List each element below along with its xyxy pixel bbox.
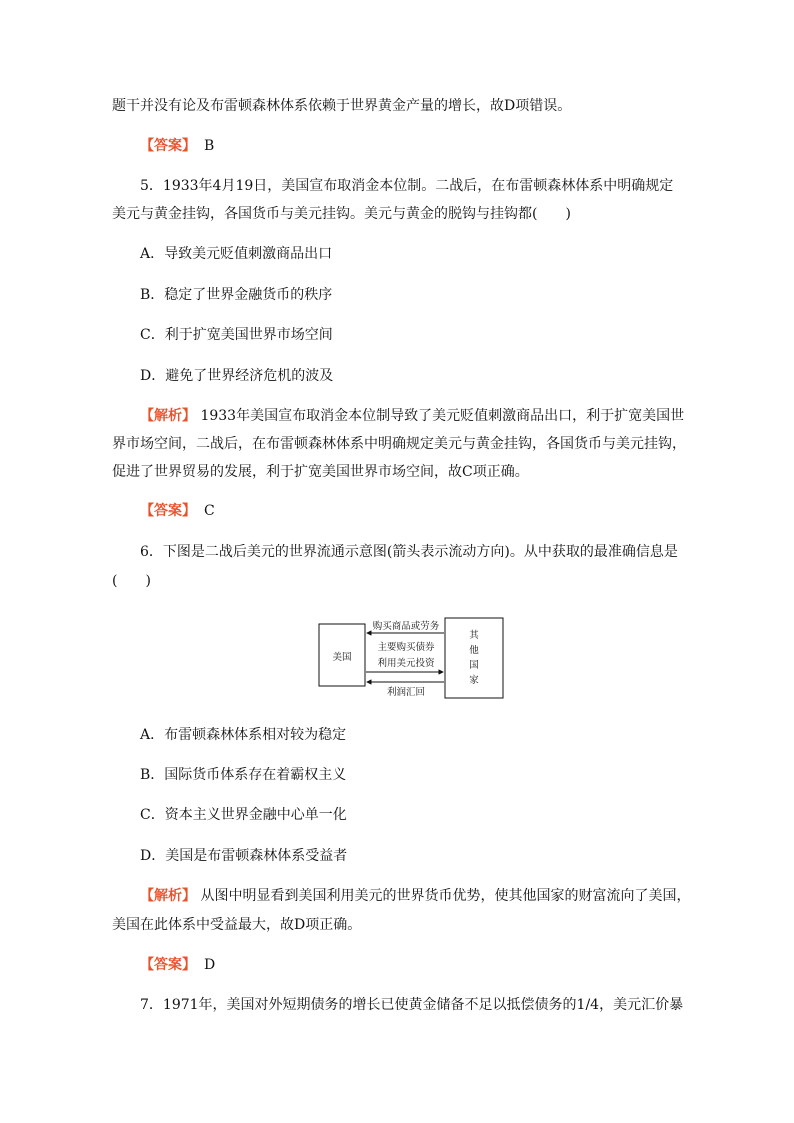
other-countries-char: 国 <box>469 660 479 671</box>
option-b: B．国际货币体系存在着霸权主义 <box>140 767 347 783</box>
arrow-label: 购买商品或劳务 <box>372 621 440 632</box>
answer-value: D <box>204 957 216 973</box>
option-c: C．资本主义世界金融中心单一化 <box>140 807 347 823</box>
answer-row-q4 <box>140 136 214 156</box>
question-5-stem-cont: 美元与黄金挂钩，各国货币与美元挂钩。美元与黄金的脱钩与挂钩都( ) <box>112 206 571 222</box>
option-a: A．布雷顿森林体系相对较为稳定 <box>140 727 347 743</box>
analysis-text-cont: 美国在此体系中受益最大，故D项正确。 <box>112 917 362 933</box>
question-7-stem: 7．1971年，美国对外短期债务的增长已使黄金储备不足以抵偿债务的1/4，美元汇价暴 <box>140 997 684 1013</box>
analysis-text-cont: 促进了世界贸易的发展，利于扩宽美国世界市场空间，故C项正确。 <box>112 464 529 480</box>
option-b: B．稳定了世界金融货币的秩序 <box>140 287 333 303</box>
analysis-row-q6 <box>140 886 690 906</box>
option-c: C．利于扩宽美国世界市场空间 <box>140 327 333 343</box>
analysis-text: 从图中明显看到美国利用美元的世界货币优势，使其他国家的财富流向了美国， <box>200 888 691 904</box>
answer-tag: 【答案】 <box>140 503 196 519</box>
question-5-stem: 5．1933年4月19日，美国宣布取消金本位制。二战后，在布雷顿森林体系中明确规定 <box>140 178 674 194</box>
question-6-stem-cont: ( ) <box>112 573 151 589</box>
text-line: 题干并没有论及布雷顿森林体系依赖于世界黄金产量的增长，故D项错误。 <box>112 98 572 114</box>
answer-tag: 【答案】 <box>140 138 196 154</box>
answer-row-q5 <box>140 501 215 521</box>
analysis-row-q5 <box>140 406 684 426</box>
analysis-text: 1933年美国宣布取消金本位制导致了美元贬值刺激商品出口，利于扩宽美国世 <box>200 408 685 424</box>
option-d: D．避免了世界经济危机的波及 <box>140 368 334 384</box>
arrow-label: 利润汇回 <box>386 687 426 698</box>
question-6-stem: 6．下图是二战后美元的世界流通示意图(箭头表示流动方向)。从中获取的最准确信息是 <box>140 544 678 560</box>
answer-tag: 【答案】 <box>140 957 196 973</box>
option-a: A．导致美元贬值刺激商品出口 <box>140 246 333 262</box>
arrow-label: 主要购买债券 <box>377 642 435 653</box>
answer-value: B <box>204 138 215 154</box>
dollar-flow-diagram <box>318 616 504 700</box>
answer-row-q6 <box>140 955 215 975</box>
answer-value: C <box>204 503 215 519</box>
option-d: D．美国是布雷顿森林体系受益者 <box>140 848 348 864</box>
analysis-tag: 【解析】 <box>140 408 196 424</box>
other-countries-char: 他 <box>469 645 479 656</box>
other-countries-char: 家 <box>469 675 479 686</box>
arrow-label: 利用美元投资 <box>377 658 435 669</box>
analysis-tag: 【解析】 <box>140 888 196 904</box>
analysis-text-cont: 界市场空间，二战后，在布雷顿森林体系中明确规定美元与黄金挂钩，各国货币与美元挂钩， <box>112 436 686 452</box>
other-countries-char: 其 <box>469 630 479 641</box>
usa-label: 美国 <box>332 652 352 663</box>
